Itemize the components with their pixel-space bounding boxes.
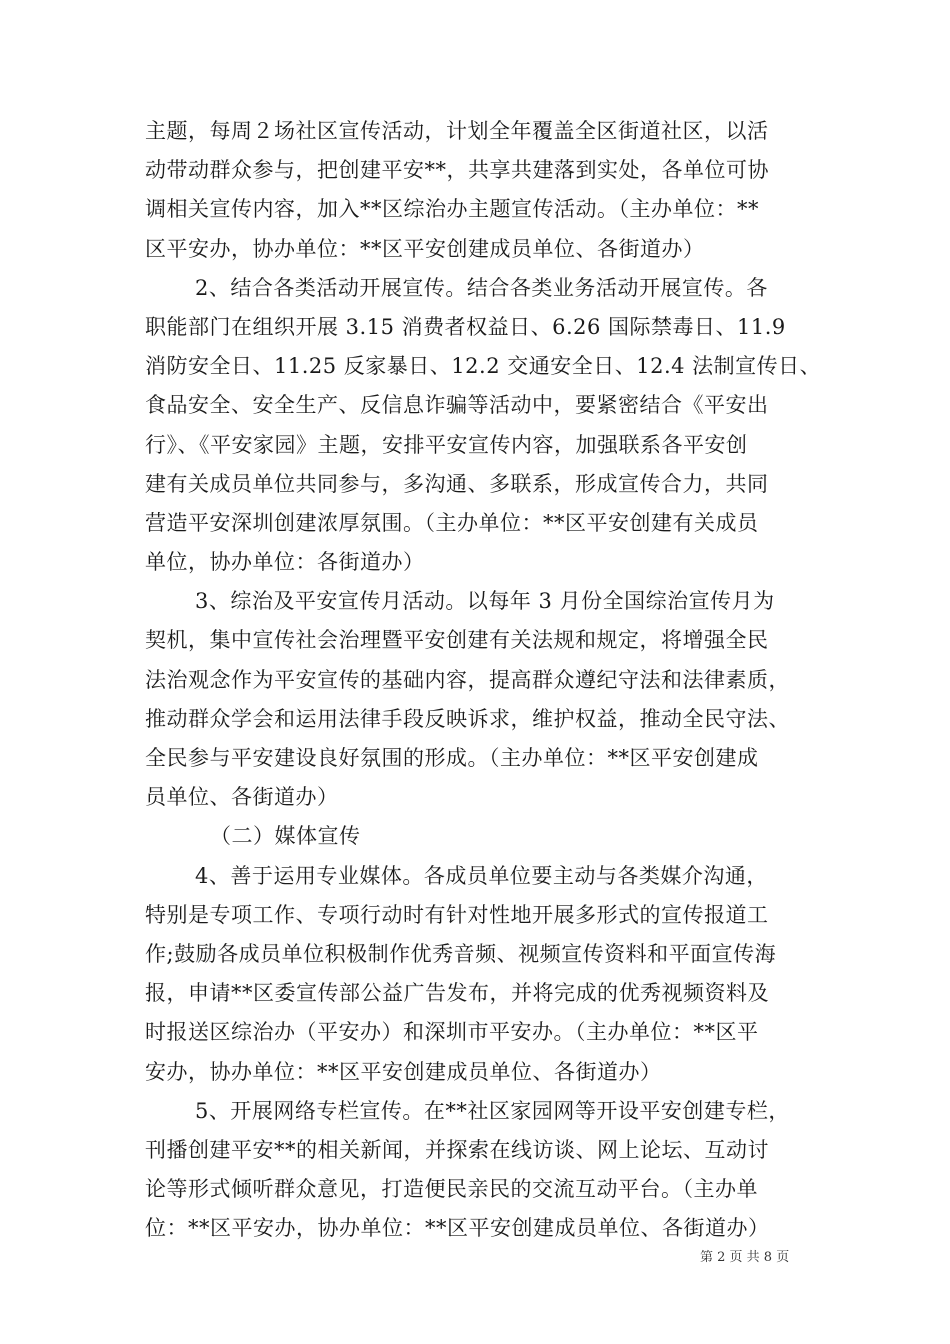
text-line: 4、善于运用专业媒体。各成员单位要主动与各类媒介沟通， — [195, 863, 768, 888]
text-line: 3、综治及平安宣传月活动。以每年 3 月份全国综治宣传月为 — [195, 589, 775, 614]
text-line: 安办，协办单位：**区平安创建成员单位、各街道办） — [145, 1059, 662, 1084]
text-line: 营造平安深圳创建浓厚氛围。（主办单位：**区平安创建有关成员 — [145, 510, 759, 535]
text-line: 建有关成员单位共同参与，多沟通、多联系，形成宣传合力，共同 — [145, 471, 769, 496]
text-line: 调相关宣传内容，加入**区综治办主题宣传活动。（主办单位：** — [145, 197, 759, 222]
text-line: 行》、《平安家园》主题，安排平安宣传内容，加强联系各平安创 — [145, 432, 748, 457]
text-line: 食品安全、安全生产、反信息诈骗等活动中，要紧密结合《平安出 — [145, 393, 769, 418]
text-line: 5、开展网络专栏宣传。在**社区家园网等开设平安创建专栏， — [195, 1098, 790, 1123]
text-line: 刊播创建平安**的相关新闻，并探索在线访谈、网上论坛、互动讨 — [145, 1137, 769, 1162]
text-line: 时报送区综治办（平安办）和深圳市平安办。（主办单位：**区平 — [145, 1020, 759, 1045]
text-line: （二）媒体宣传 — [210, 824, 361, 849]
text-line: 论等形式倾听群众意见，打造便民亲民的交流互动平台。（主办单 — [145, 1177, 758, 1202]
text-line: 主题，每周２场社区宣传活动，计划全年覆盖全区街道社区，以活 — [145, 119, 769, 143]
text-line: 全民参与平安建设良好氛围的形成。（主办单位：**区平安创建成 — [145, 746, 759, 770]
text-line: 作;鼓励各成员单位积极制作优秀音频、视频宣传资料和平面宣传海 — [145, 941, 777, 966]
text-line: 动带动群众参与，把创建平安**，共享共建落到实处，各单位可协 — [145, 158, 769, 183]
text-line: 员单位、各街道办） — [145, 785, 339, 810]
text-line: 位：**区平安办，协办单位：**区平安创建成员单位、各街道办） — [145, 1216, 770, 1241]
text-line: 法治观念作为平安宣传的基础内容，提高群众遵纪守法和法律素质， — [145, 667, 790, 692]
text-line: 2、结合各类活动开展宣传。结合各类业务活动开展宣传。各 — [195, 275, 768, 300]
text-line: 单位，协办单位：各街道办） — [145, 550, 425, 575]
text-line: 消防安全日、11.25 反家暴日、12.2 交通安全日、12.4 法制宣传日、 — [145, 354, 822, 379]
text-line: 推动群众学会和运用法律手段反映诉求，维护权益，推动全民守法、 — [145, 706, 790, 731]
text-line: 契机，集中宣传社会治理暨平安创建有关法规和规定，将增强全民 — [145, 628, 769, 653]
text-line: 特别是专项工作、专项行动时有针对性地开展多形式的宣传报道工 — [145, 902, 769, 927]
page-number: 第 2 页 共 8 页 — [700, 1250, 790, 1265]
text-line: 区平安办，协办单位：**区平安创建成员单位、各街道办） — [145, 236, 705, 261]
document-body — [145, 112, 822, 1248]
text-line: 职能部门在组织开展 3.15 消费者权益日、6.26 国际禁毒日、11.9 — [145, 314, 786, 339]
text-line: 报，申请**区委宣传部公益广告发布，并将完成的优秀视频资料及 — [145, 981, 769, 1006]
